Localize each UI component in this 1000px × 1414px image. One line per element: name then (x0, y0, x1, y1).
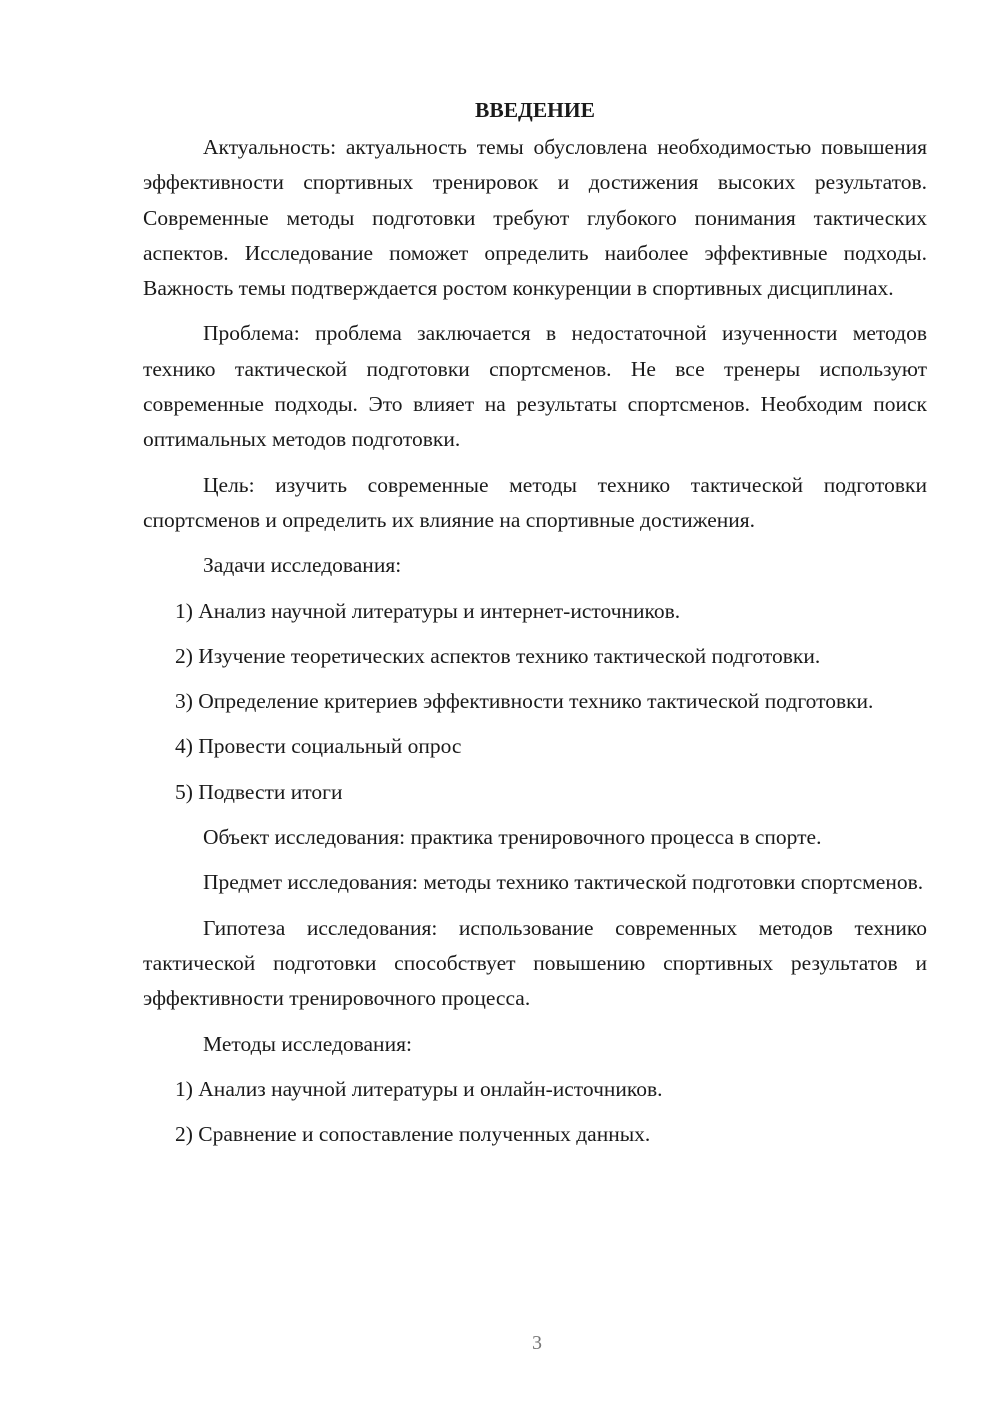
method-item-2: 2) Сравнение и сопоставление полученных данных. (175, 1122, 651, 1147)
problem-paragraph: Проблема: проблема заключается в недостаточной изученности методов технико тактической подготовки спортсменов. Не все тренеры используют современные подходы. Это влияет на результаты спортсменов. Необходим поиск оптимальных методов подготовки. (143, 321, 927, 452)
task-item-3: 3) Определение критериев эффективности технико тактической подготовки. (175, 689, 874, 714)
goal-paragraph: Цель: изучить современные методы технико тактической подготовки спортсменов и определить их влияние на спортивные достижения. (143, 472, 927, 532)
task-item-2: 2) Изучение теоретических аспектов технико тактической подготовки. (175, 643, 821, 668)
task-item-1: 1) Анализ научной литературы и интернет-источников. (175, 598, 681, 623)
task-item-4: 4) Провести социальный опрос (175, 734, 462, 759)
hypothesis-paragraph: Гипотеза исследования: использование современных методов технико тактической подготовки способствует повышению спортивных результатов и эффективности тренировочного процесса. (143, 915, 927, 1011)
subject-paragraph: Предмет исследования: методы технико тактической подготовки спортсменов. (203, 870, 924, 895)
method-item-1: 1) Анализ научной литературы и онлайн-источников. (175, 1076, 663, 1101)
document-body (143, 92, 927, 1162)
tasks-label: Задачи исследования: (203, 553, 402, 578)
relevance-paragraph: Актуальность: актуальность темы обусловлена необходимостью повышения эффективности спортивных тренировок и достижения высоких результатов. Современные методы подготовки требуют глубокого понимания тактических аспектов. Исследование поможет определить наиболее эффективные подходы. Важность темы подтверждается ростом конкуренции в спортивных дисциплинах. (143, 135, 927, 301)
page-number: 3 (532, 1332, 542, 1354)
task-item-5: 5) Подвести итоги (175, 779, 343, 804)
object-paragraph: Объект исследования: практика тренировочного процесса в спорте. (203, 825, 822, 850)
section-title: ВВЕДЕНИЕ (475, 98, 595, 122)
methods-label: Методы исследования: (203, 1031, 412, 1056)
